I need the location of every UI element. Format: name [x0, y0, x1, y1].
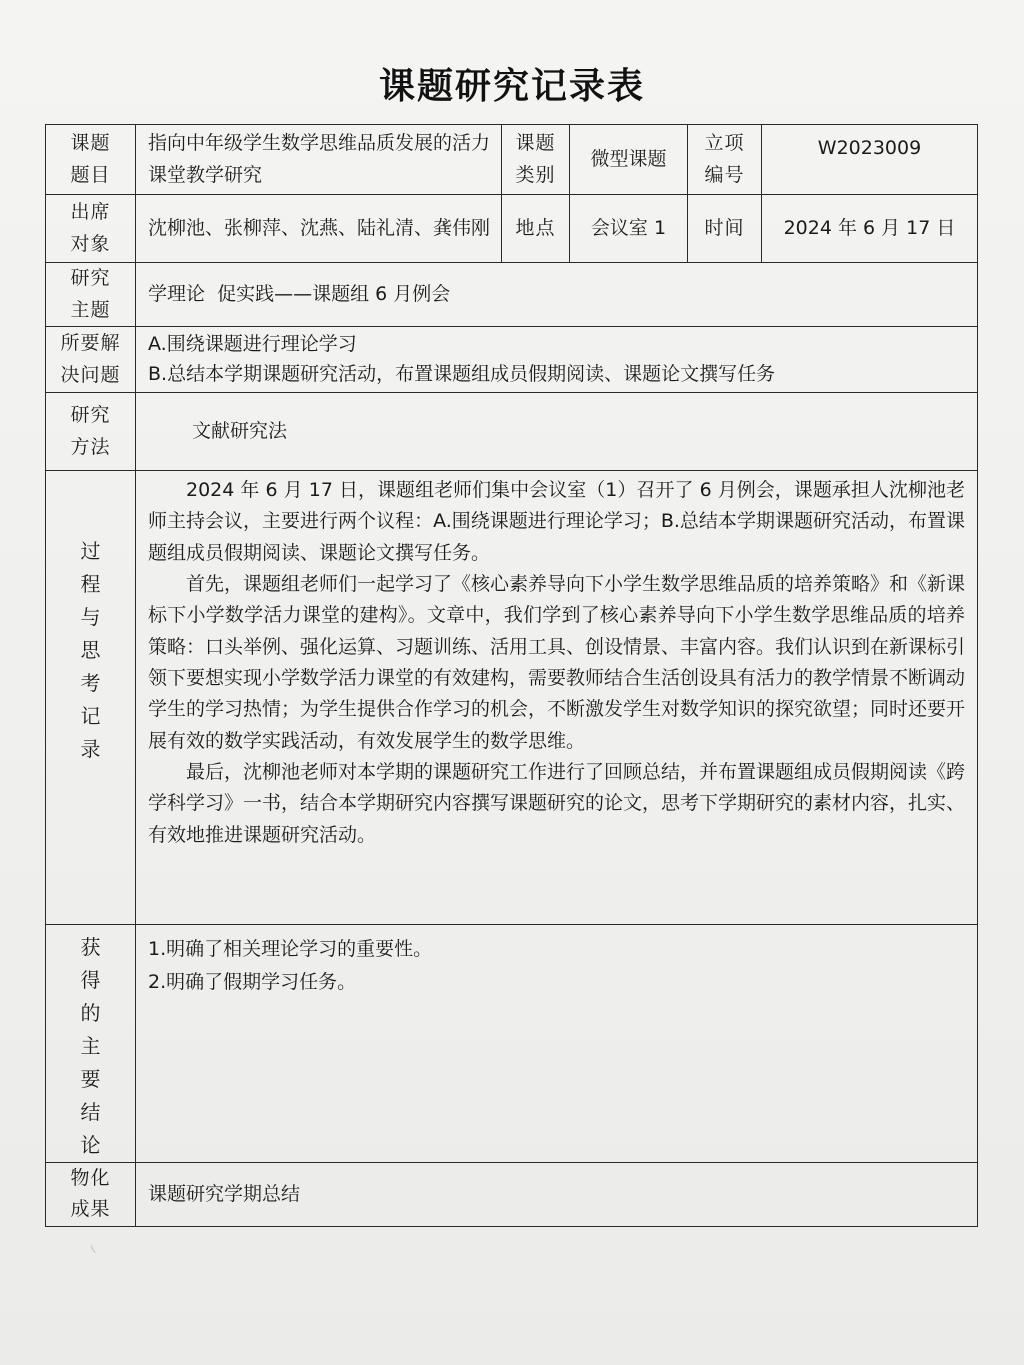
process-record [136, 471, 978, 925]
theme-value [136, 263, 978, 327]
topic-value-text: 指向中年级学生数学思维品质发展的活力课堂教学研究 [148, 132, 491, 186]
time-label [688, 195, 762, 263]
conclusion-label-char: 获 [80, 935, 101, 959]
issue-a: A.围绕课题进行理论学习 [148, 333, 357, 356]
record-table [45, 124, 978, 1227]
paper-mark [90, 1242, 101, 1254]
row-process [46, 471, 978, 925]
row-topic [46, 125, 978, 195]
process-paragraph-1: 2024 年 6 月 17 日，课题组老师们集中会议室（1）召开了 6 月例会，课题承担人沈柳池老师主持会议，主要进行两个议程：A.围绕课题进行理论学习；B.总结本学期课题研究活动，布置课题组成员假期阅读、课题论文撰写任务。 [148, 479, 965, 564]
category-value-text: 微型课题 [590, 147, 667, 170]
attendees-label [46, 195, 136, 263]
time-value-text: 2024 年 6 月 17 日 [783, 216, 956, 239]
theme-value-text: 学理论 促实践——课题组 6 月例会 [148, 282, 451, 305]
conclusion-value [136, 925, 978, 1163]
conclusion-label-char: 论 [80, 1133, 101, 1157]
time-value [762, 195, 978, 263]
conclusion-1: 1.明确了相关理论学习的重要性。 [148, 938, 433, 960]
process-label-char: 与 [80, 605, 101, 629]
process-paragraph-3: 最后，沈柳池老师对本学期的课题研究工作进行了回顾总结，并布置课题组成员假期阅读《跨学科学习》一书，结合本学期研究内容撰写课题研究的论文，思考下学期研究的素材内容，扎实、有效地推进课题研究活动。 [148, 761, 966, 846]
issues-label [46, 327, 136, 393]
method-value-text: 文献研究法 [192, 419, 288, 442]
row-method [46, 393, 978, 471]
row-theme [46, 263, 978, 327]
category-label [502, 125, 570, 195]
method-label-text: 研究 方法 [70, 404, 111, 458]
issues-label-text: 所要解 决问题 [60, 332, 121, 386]
row-outcome [46, 1163, 978, 1227]
process-paragraph-2: 首先，课题组老师们一起学习了《核心素养导向下小学生数学思维品质的培养策略》和《新课标下小学数学活力课堂的建构》。文章中，我们学到了核心素养导向下小学生数学思维品质的培养策略：口头举例、强化运算、习题训练、活用工具、创设情景、丰富内容。我们认识到在新课标引领下要想实现小学数学活力课堂的有效建构，需要教师结合生活创设具有活力的教学情景不断调动学生的学习热情；为学生提供合作学习的机会，不断激发学生对数学知识的探究欲望；同时还要开展有效的数学实践活动，有效发展学生的数学思维。 [148, 573, 966, 752]
outcome-label-text: 物化 成果 [70, 1167, 111, 1221]
location-value-text: 会议室 1 [590, 216, 667, 239]
theme-label [46, 263, 136, 327]
conclusion-label-char: 得 [80, 968, 101, 992]
project-no-value [762, 125, 978, 195]
conclusion-label-char: 结 [80, 1100, 101, 1124]
category-value [570, 125, 688, 195]
conclusion-label-char: 的 [80, 1001, 101, 1025]
project-no-label-text: 立项 编号 [704, 132, 745, 186]
conclusion-label-char: 要 [80, 1067, 101, 1091]
process-label-char: 记 [80, 704, 101, 728]
attendees-value-text: 沈柳池、张柳萍、沈燕、陆礼清、龚伟刚 [148, 216, 491, 239]
topic-value [136, 125, 502, 195]
method-label [46, 393, 136, 471]
process-label [46, 471, 136, 925]
attendees-value [136, 195, 502, 263]
location-label-text: 地点 [515, 216, 556, 239]
outcome-value-text: 课题研究学期总结 [148, 1182, 301, 1205]
document-title: 课题研究记录表 [378, 66, 645, 107]
conclusion-label [46, 925, 136, 1163]
process-label-char: 录 [80, 737, 101, 761]
project-no-value-text: W2023009 [817, 137, 922, 159]
location-label [502, 195, 570, 263]
process-label-char: 过 [80, 539, 101, 563]
theme-label-text: 研究 主题 [70, 267, 111, 321]
project-no-label [688, 125, 762, 195]
conclusion-label-char: 主 [80, 1034, 101, 1058]
topic-label [46, 125, 136, 195]
outcome-value [136, 1163, 978, 1227]
row-issues [46, 327, 978, 393]
topic-label-text: 课题 题目 [70, 132, 111, 186]
row-conclusions [46, 925, 978, 1163]
process-label-char: 思 [80, 638, 101, 662]
issue-b: B.总结本学期课题研究活动，布置课题组成员假期阅读、课题论文撰写任务 [148, 362, 776, 385]
category-label-text: 课题 类别 [515, 132, 556, 186]
outcome-label [46, 1163, 136, 1227]
issues-value [136, 327, 978, 393]
process-label-char: 考 [80, 671, 101, 695]
row-attendees [46, 195, 978, 263]
time-label-text: 时间 [704, 216, 745, 239]
conclusion-2: 2.明确了假期学习任务。 [148, 970, 357, 993]
attendees-label-text: 出席 对象 [70, 201, 111, 255]
location-value [570, 195, 688, 263]
method-value [136, 393, 978, 471]
process-label-char: 程 [80, 572, 101, 596]
